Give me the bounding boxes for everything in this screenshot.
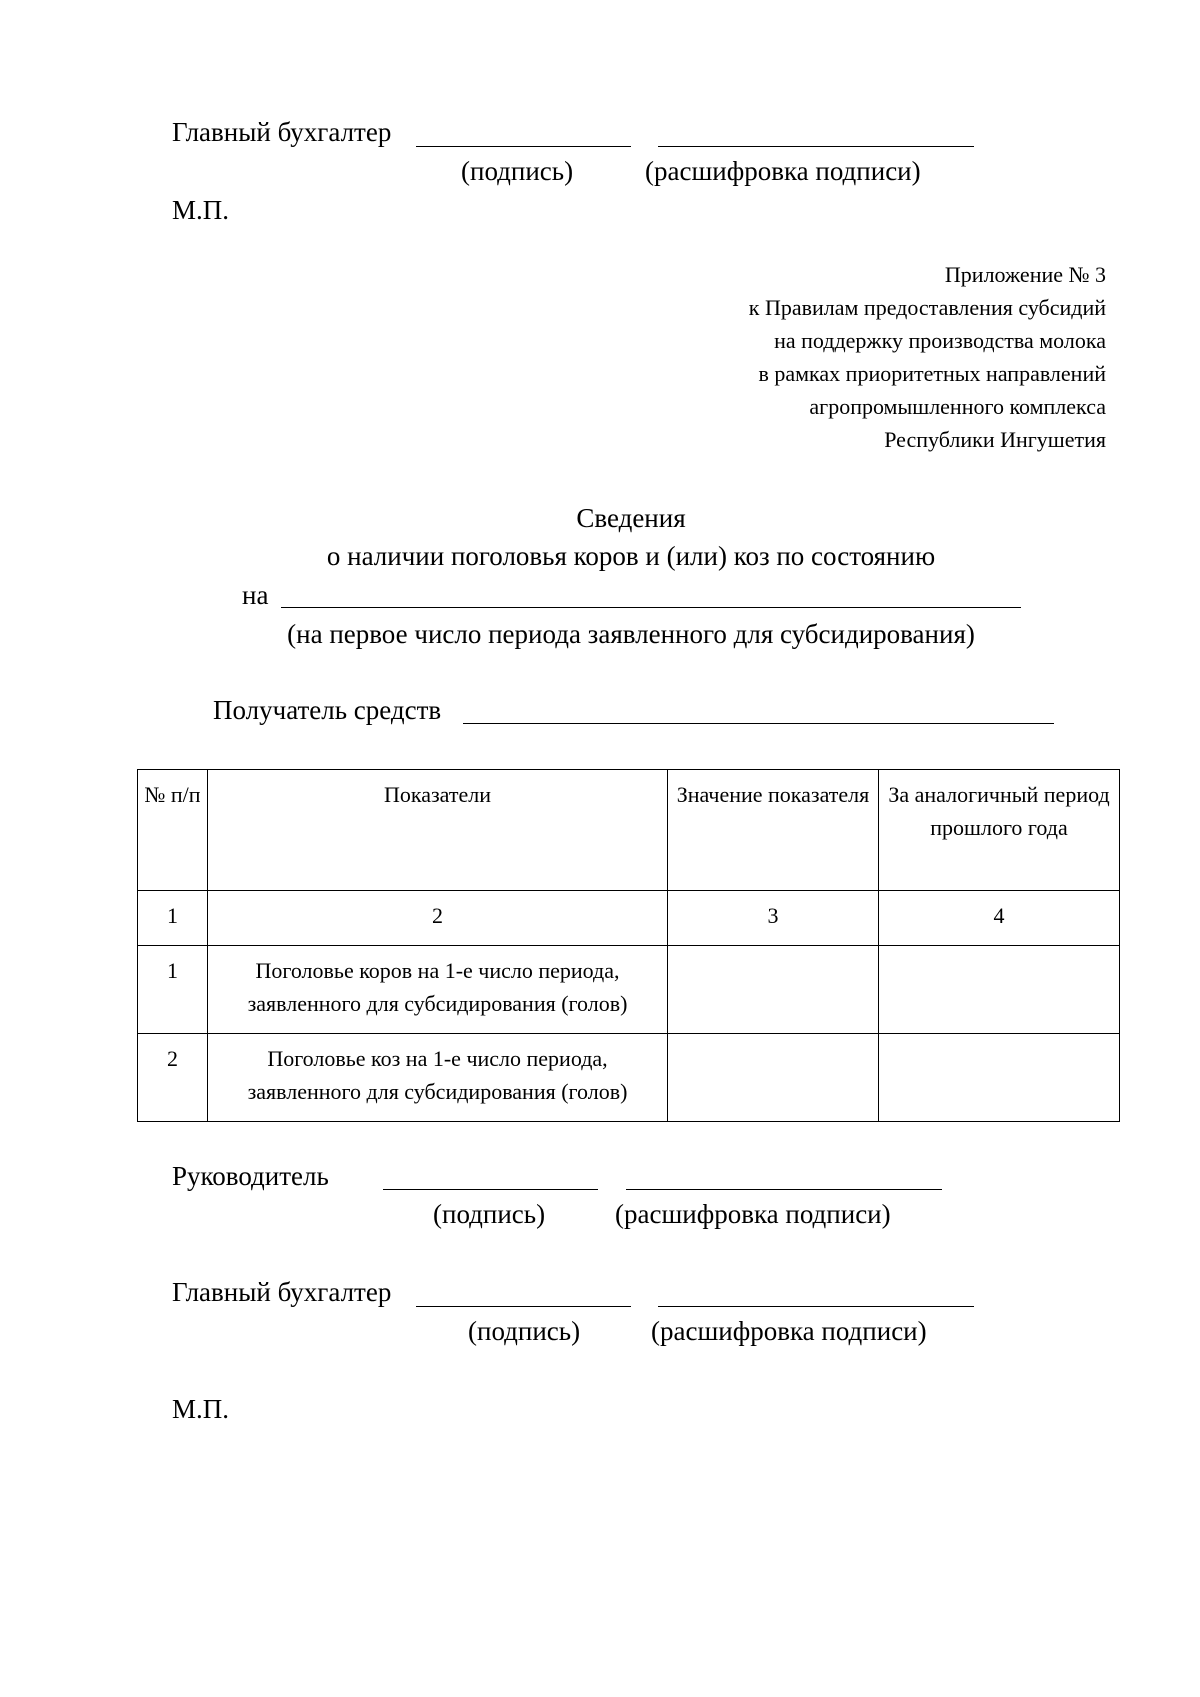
stamp-label: М.П. <box>172 1394 230 1424</box>
appendix-line: на поддержку производства молока <box>774 328 1106 353</box>
table-row <box>138 946 1120 1034</box>
row-value-cell[interactable] <box>668 1034 879 1122</box>
top-signature-caption: (подпись) <box>461 156 574 186</box>
column-number-row <box>138 891 1120 946</box>
top-decryption-caption: (расшифровка подписи) <box>645 156 921 186</box>
header-previous-year: За аналогичный период прошлого года <box>879 770 1120 891</box>
recipient-label: Получатель средств <box>213 695 442 725</box>
document-subtitle: о наличии поголовья коров и (или) коз по состоянию <box>326 541 936 571</box>
row-indicator: Поголовье коров на 1-е число периода, заявленного для субсидирования (голов) <box>208 946 668 1034</box>
date-input-line[interactable] <box>281 607 1021 608</box>
appendix-reference <box>749 258 1106 456</box>
appendix-line: Приложение № 3 <box>944 262 1106 287</box>
column-number: 4 <box>879 891 1120 946</box>
head-signature-line[interactable] <box>383 1189 598 1190</box>
column-number: 2 <box>208 891 668 946</box>
document-title: Сведения <box>576 503 686 533</box>
row-indicator: Поголовье коз на 1-е число периода, заявленного для субсидирования (голов) <box>208 1034 668 1122</box>
top-signature-line[interactable] <box>416 146 631 147</box>
head-decryption-caption: (расшифровка подписи) <box>615 1199 891 1229</box>
table-row <box>138 1034 1120 1122</box>
column-number: 3 <box>668 891 879 946</box>
livestock-table <box>137 769 1120 1122</box>
header-value: Значение показателя <box>668 770 879 891</box>
head-signature-caption: (подпись) <box>433 1199 546 1229</box>
row-value-cell[interactable] <box>668 946 879 1034</box>
header-number: № п/п <box>138 770 208 891</box>
header-indicator: Показатели <box>208 770 668 891</box>
row-previous-year-cell[interactable] <box>879 946 1120 1034</box>
table-header-row <box>138 770 1120 891</box>
appendix-line: агропромышленного комплекса <box>809 394 1106 419</box>
accountant-decryption-line[interactable] <box>658 1306 974 1307</box>
row-number: 1 <box>138 946 208 1034</box>
head-label: Руководитель <box>172 1161 329 1191</box>
recipient-input-line[interactable] <box>463 723 1054 724</box>
appendix-line: к Правилам предоставления субсидий <box>748 295 1106 320</box>
appendix-line: в рамках приоритетных направлений <box>758 361 1106 386</box>
date-caption: (на первое число периода заявленного для субсидирования) <box>287 619 975 649</box>
row-previous-year-cell[interactable] <box>879 1034 1120 1122</box>
accountant-label: Главный бухгалтер <box>172 1277 392 1307</box>
appendix-line: Республики Ингушетия <box>884 427 1106 452</box>
date-prefix: на <box>242 580 269 610</box>
top-decryption-line[interactable] <box>658 146 974 147</box>
accountant-signature-caption: (подпись) <box>468 1316 581 1346</box>
column-number: 1 <box>138 891 208 946</box>
accountant-signature-line[interactable] <box>416 1306 631 1307</box>
row-number: 2 <box>138 1034 208 1122</box>
head-decryption-line[interactable] <box>626 1189 942 1190</box>
top-stamp-label: М.П. <box>172 195 230 225</box>
top-accountant-label: Главный бухгалтер <box>172 117 392 147</box>
accountant-decryption-caption: (расшифровка подписи) <box>651 1316 927 1346</box>
